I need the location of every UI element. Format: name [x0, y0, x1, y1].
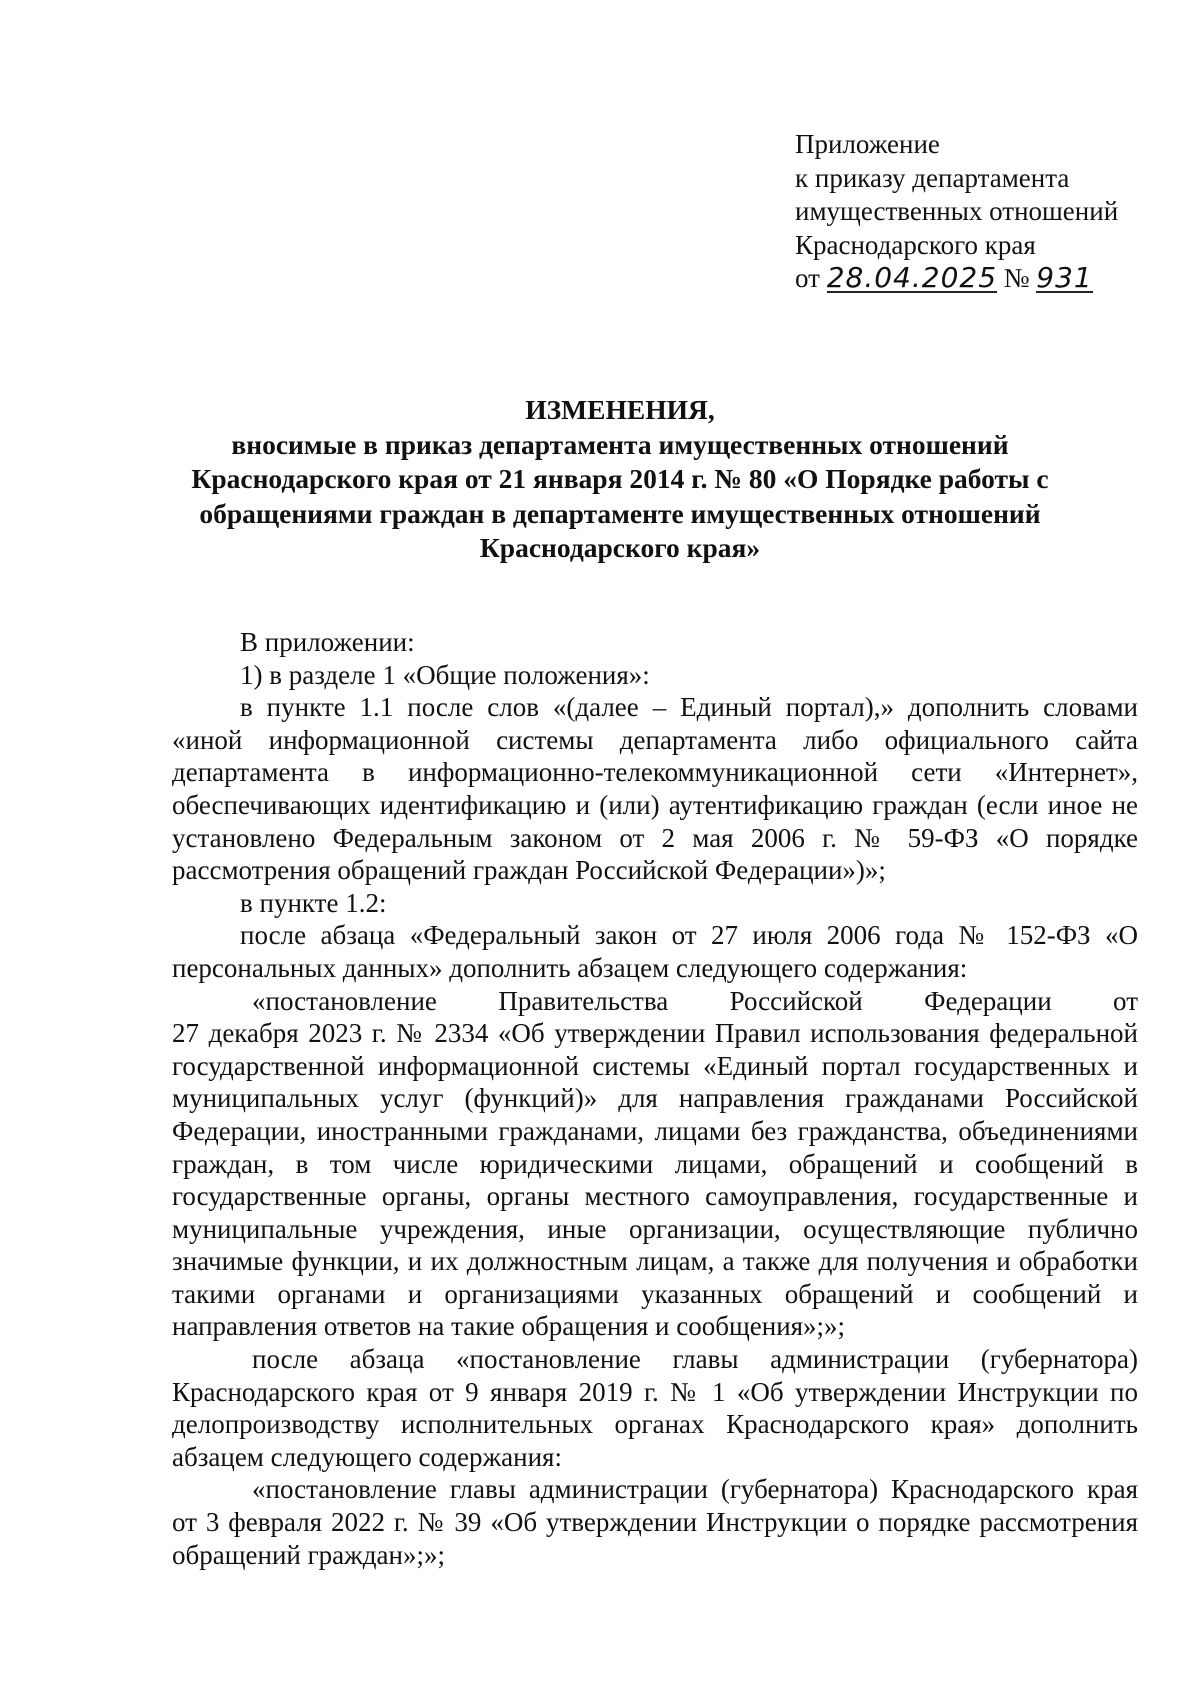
paragraph-gov-decree-first-line: «постановление Правительства Российской Федерации от	[252, 985, 1138, 1016]
approval-line-3: имущественных отношений	[795, 196, 1119, 226]
approval-block	[795, 128, 1155, 296]
document-title	[120, 393, 1120, 566]
paragraph-gov-decree: 27 декабря 2023 г. № 2334 «Об утверждении Правил использования федеральной государственной информационной системы «Единый портал государственных и муниципальных услуг (функций)» для направления гражданами Российской Федерации, иностранными гражданами, лицами без гражданства, объединениями граждан, в том числе юридическими лицами, обращений и сообщений в государственные органы, органы местного самоуправления, государственные и муниципальные учреждения, иные организации, осуществляющие публично значимые функции, и их должностным лицам, а также для получения и обработки такими органами и организациями указанных обращений и сообщений и направления ответов на такие обращения и сообщения»;»;	[172, 1018, 1138, 1342]
paragraph-intro: В приложении:	[240, 627, 415, 657]
paragraph-after-instruction: после абзаца «постановление главы администрации (губернатора) Краснодарского края от 9 января 2019 г. № 1 «Об утверждении Инструкции по делопроизводству исполнительных органах Краснодарского края» дополнить абзацем следующего содержания:	[172, 1344, 1138, 1472]
paragraph-governor-decree: «постановление главы администрации (губернатора) Краснодарского края от 3 февраля 2022 г. № 39 «Об утверждении Инструкции о порядке рассмотрения обращений граждан»;»;	[172, 1474, 1138, 1570]
date-prefix: от	[795, 263, 820, 293]
title-heading: ИЗМЕНЕНИЯ,	[525, 394, 715, 425]
paragraph-section-1: 1) в разделе 1 «Общие положения»:	[240, 659, 650, 690]
title-line-3: обращениями граждан в департаменте имущественных отношений	[199, 497, 1041, 529]
handwritten-number: 931	[1036, 261, 1093, 294]
number-prefix: №	[1003, 263, 1030, 293]
paragraph-after-152fz: после абзаца «Федеральный закон от 27 июля 2006 года № 152-ФЗ «О персональных данных» дополнить абзацем следующего содержания:	[172, 920, 1138, 983]
paragraph-item-1-1: в пункте 1.1 после слов «(далее – Единый портал),» дополнить словами «иной информационной системы департамента либо официального сайта департамента в информационно-телекоммуникационной сети «Интернет», обеспечивающих идентификацию и (или) аутентификацию граждан (если иное не установлено Федеральным законом от 2 мая 2006 г. № 59-ФЗ «О порядке рассмотрения обращений граждан Российской Федерации»)»;	[172, 692, 1138, 886]
paragraph-item-1-2: в пункте 1.2:	[240, 887, 387, 918]
title-line-2: Краснодарского края от 21 января 2014 г. № 80 «О Порядке работы с	[191, 463, 1049, 494]
title-line-4: Краснодарского края»	[479, 532, 761, 563]
approval-line-1: Приложение	[795, 129, 940, 159]
handwritten-date: 28.04.2025	[826, 261, 998, 294]
approval-date-line	[795, 262, 1155, 296]
approval-line-2: к приказу департамента	[795, 162, 1070, 193]
document-body	[172, 626, 1138, 1571]
title-line-1: вносимые в приказ департамента имущественных отношений	[231, 428, 1009, 460]
approval-line-4: Краснодарского края	[795, 229, 1036, 260]
